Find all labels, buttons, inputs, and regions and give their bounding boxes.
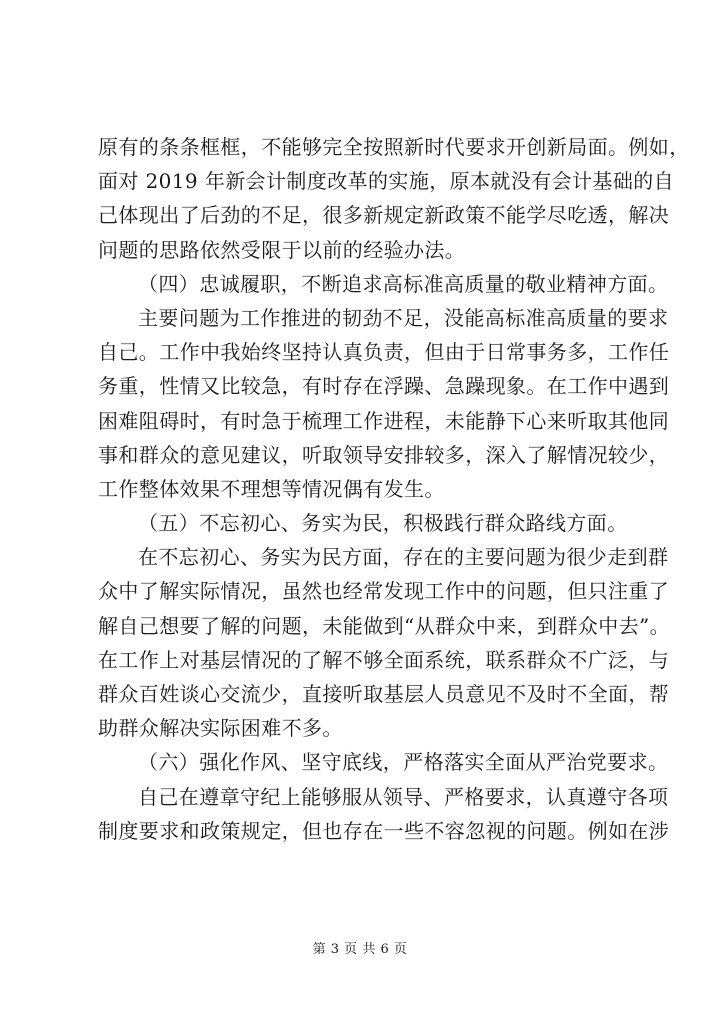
- text-line: 助群众解决实际困难不多。: [98, 716, 343, 741]
- text-line: 面对 2019 年新会计制度改革的实施，原本就没有会计基础的自: [98, 169, 675, 194]
- text-line: 解自己想要了解的问题，未能做到“从群众中来，到群众中去”。: [98, 613, 671, 638]
- text-line: 制度要求和政策规定，但也存在一些不容忽视的问题。例如在涉: [98, 818, 670, 843]
- text-line: 务重，性情又比较急，有时存在浮躁、急躁现象。在工作中遇到: [98, 374, 670, 399]
- text-line: 自己在遵章守纪上能够服从领导、严格要求，认真遵守各项: [138, 784, 669, 809]
- text-line: 原有的条条框框，不能够完全按照新时代要求开创新局面。例如，: [98, 135, 690, 159]
- text-line: 困难阻碍时，有时急于梳理工作进程，未能静下心来听取其他同: [98, 408, 670, 433]
- section-heading-5: （五）不忘初心、务实为民，积极践行群众路线方面。: [138, 511, 628, 536]
- text-line: 自己。工作中我始终坚持认真负责，但由于日常事务多，工作任: [98, 340, 670, 365]
- text-line: 工作整体效果不理想等情况偶有发生。: [98, 476, 445, 501]
- text-line: 己体现出了后劲的不足，很多新规定新政策不能学尽吃透，解决: [98, 203, 670, 228]
- text-line: 主要问题为工作推进的韧劲不足，没能高标准高质量的要求: [138, 305, 669, 330]
- text-line: 事和群众的意见建议，听取领导安排较多，深入了解情况较少，: [98, 442, 670, 467]
- text-line: 问题的思路依然受限于以前的经验办法。: [98, 237, 466, 262]
- section-heading-4: （四）忠诚履职，不断追求高标准高质量的敬业精神方面。: [138, 271, 669, 296]
- text-line: 群众百姓谈心交流少，直接听取基层人员意见不及时不全面，帮: [98, 682, 670, 706]
- page-number-footer: 第 3 页 共 6 页: [312, 942, 408, 957]
- text-line: 在不忘初心、务实为民方面，存在的主要问题为很少走到群: [138, 545, 669, 570]
- text-line: 在工作上对基层情况的了解不够全面系统，联系群众不广泛，与: [98, 647, 670, 672]
- document-body: [98, 130, 690, 848]
- section-heading-6: （六）强化作风、坚守底线，严格落实全面从严治党要求。: [138, 750, 669, 775]
- text-line: 众中了解实际情况，虽然也经常发现工作中的问题，但只注重了: [98, 579, 670, 604]
